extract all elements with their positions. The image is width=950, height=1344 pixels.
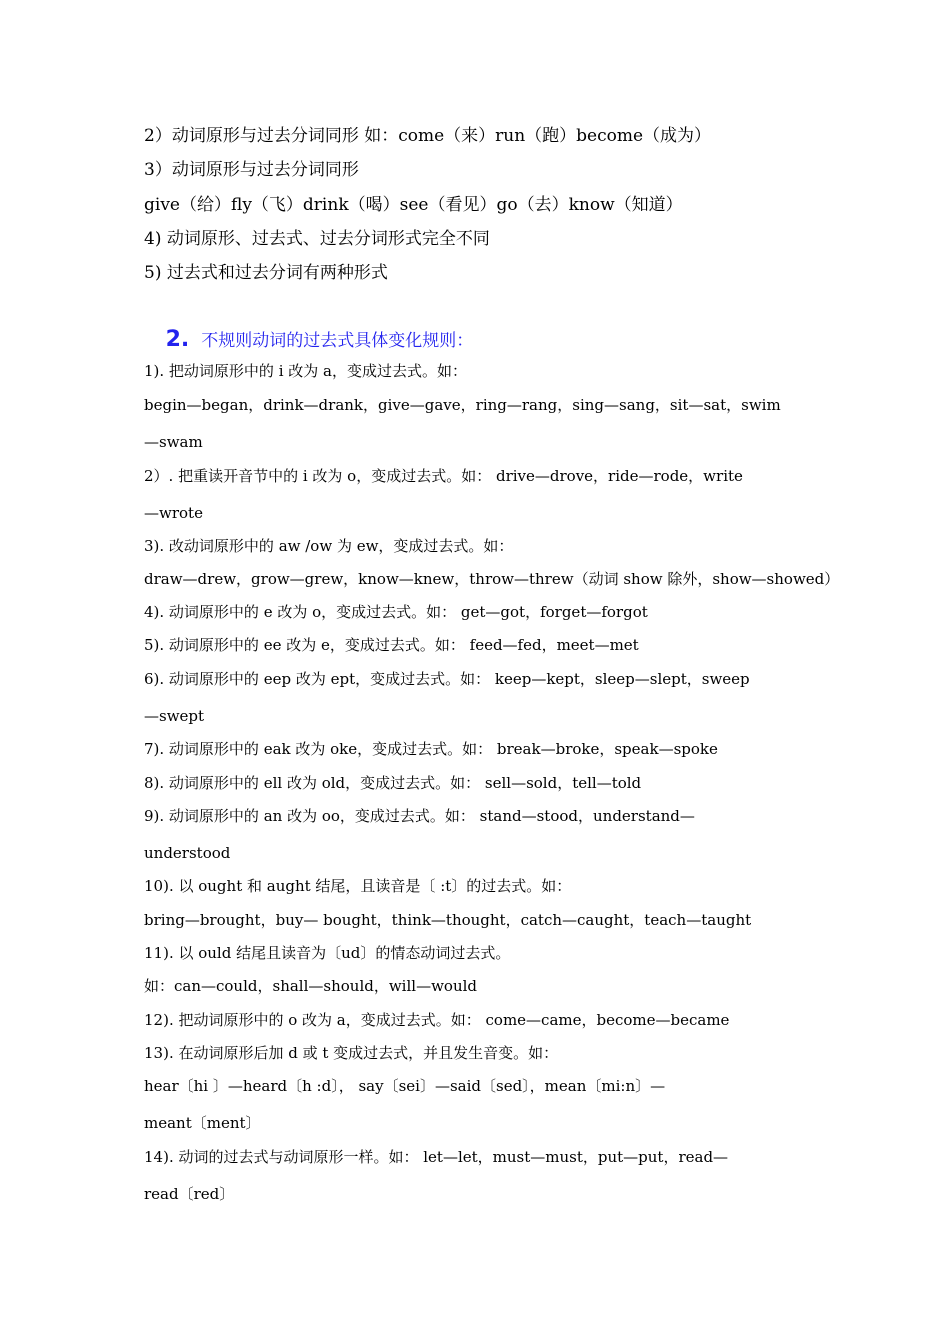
rule-line: 如：can—could，shall—should，will—would <box>144 977 478 995</box>
rule-line: 8). 动词原形中的 ell 改为 old，变成过去式。如： sell—sold，tell—told <box>144 774 642 792</box>
rule-line: 5). 动词原形中的 ee 改为 e，变成过去式。如： feed—fed，meet—met <box>144 636 639 654</box>
rule-line: 6). 动词原形中的 eep 改为 ept，变成过去式。如： keep—kept，sleep—slept，sweep <box>144 670 750 688</box>
section-heading <box>144 312 473 368</box>
text-line: 3）动词原形与过去分词同形 <box>144 160 359 180</box>
rule-line: 7). 动词原形中的 eak 改为 oke，变成过去式。如： break—broke，speak—spoke <box>144 740 718 758</box>
rule-line: 10). 以 ought 和 aught 结尾，且读音是〔 :t〕的过去式。如： <box>144 877 572 895</box>
rule-line: —swam <box>144 433 203 451</box>
rule-line: 9). 动词原形中的 an 改为 oo，变成过去式。如： stand—stood，understand— <box>144 807 695 825</box>
rule-line: bring—brought，buy— bought，think—thought，catch—caught，teach—taught <box>144 911 752 929</box>
rule-line: understood <box>144 844 231 862</box>
text-line: 2）动词原形与过去分词同形 如：come（来）run（跑）become（成为） <box>144 126 712 146</box>
rule-line: 3). 改动词原形中的 aw /ow 为 ew，变成过去式。如： <box>144 537 514 555</box>
rule-line: 13). 在动词原形后加 d 或 t 变成过去式，并且发生音变。如： <box>144 1044 559 1062</box>
text-line: 4) 动词原形、过去式、过去分词形式完全不同 <box>144 229 490 249</box>
rule-line: read〔red〕 <box>144 1185 235 1203</box>
rule-line: 2）. 把重读开音节中的 i 改为 o，变成过去式。如： drive—drove，ride—rode，write <box>144 467 743 485</box>
rule-line: 4). 动词原形中的 e 改为 o，变成过去式。如： get—got，forget—forgot <box>144 603 648 621</box>
rule-line: 12). 把动词原形中的 o 改为 a，变成过去式。如： come—came，become—became <box>144 1011 730 1029</box>
rule-line: 1). 把动词原形中的 i 改为 a，变成过去式。如： <box>144 362 467 380</box>
rule-line: meant〔ment〕 <box>144 1114 261 1132</box>
rule-line: 14). 动词的过去式与动词原形一样。如： let—let，must—must，put—put，read— <box>144 1148 729 1166</box>
rule-line: —wrote <box>144 504 203 522</box>
text-line: 5) 过去式和过去分词有两种形式 <box>144 263 388 283</box>
text-line: give（给）fly（飞）drink（喝）see（看见）go（去）know（知道） <box>144 195 683 215</box>
section-title: 不规则动词的过去式具体变化规则： <box>201 331 474 351</box>
section-number: 2. <box>165 327 190 352</box>
rule-line: draw—drew，grow—grew，know—knew，throw—threw（动词 show 除外，show—showed） <box>144 570 840 588</box>
rule-line: begin—began，drink—drank，give—gave，ring—rang，sing—sang，sit—sat，swim <box>144 396 781 414</box>
rule-line: hear〔hi 〕—heard〔h :d〕， say〔sei〕—said〔sed〕，mean〔mi:n〕— <box>144 1077 666 1095</box>
rule-line: 11). 以 ould 结尾且读音为〔ud〕的情态动词过去式。 <box>144 944 511 962</box>
rule-line: —swept <box>144 707 205 725</box>
